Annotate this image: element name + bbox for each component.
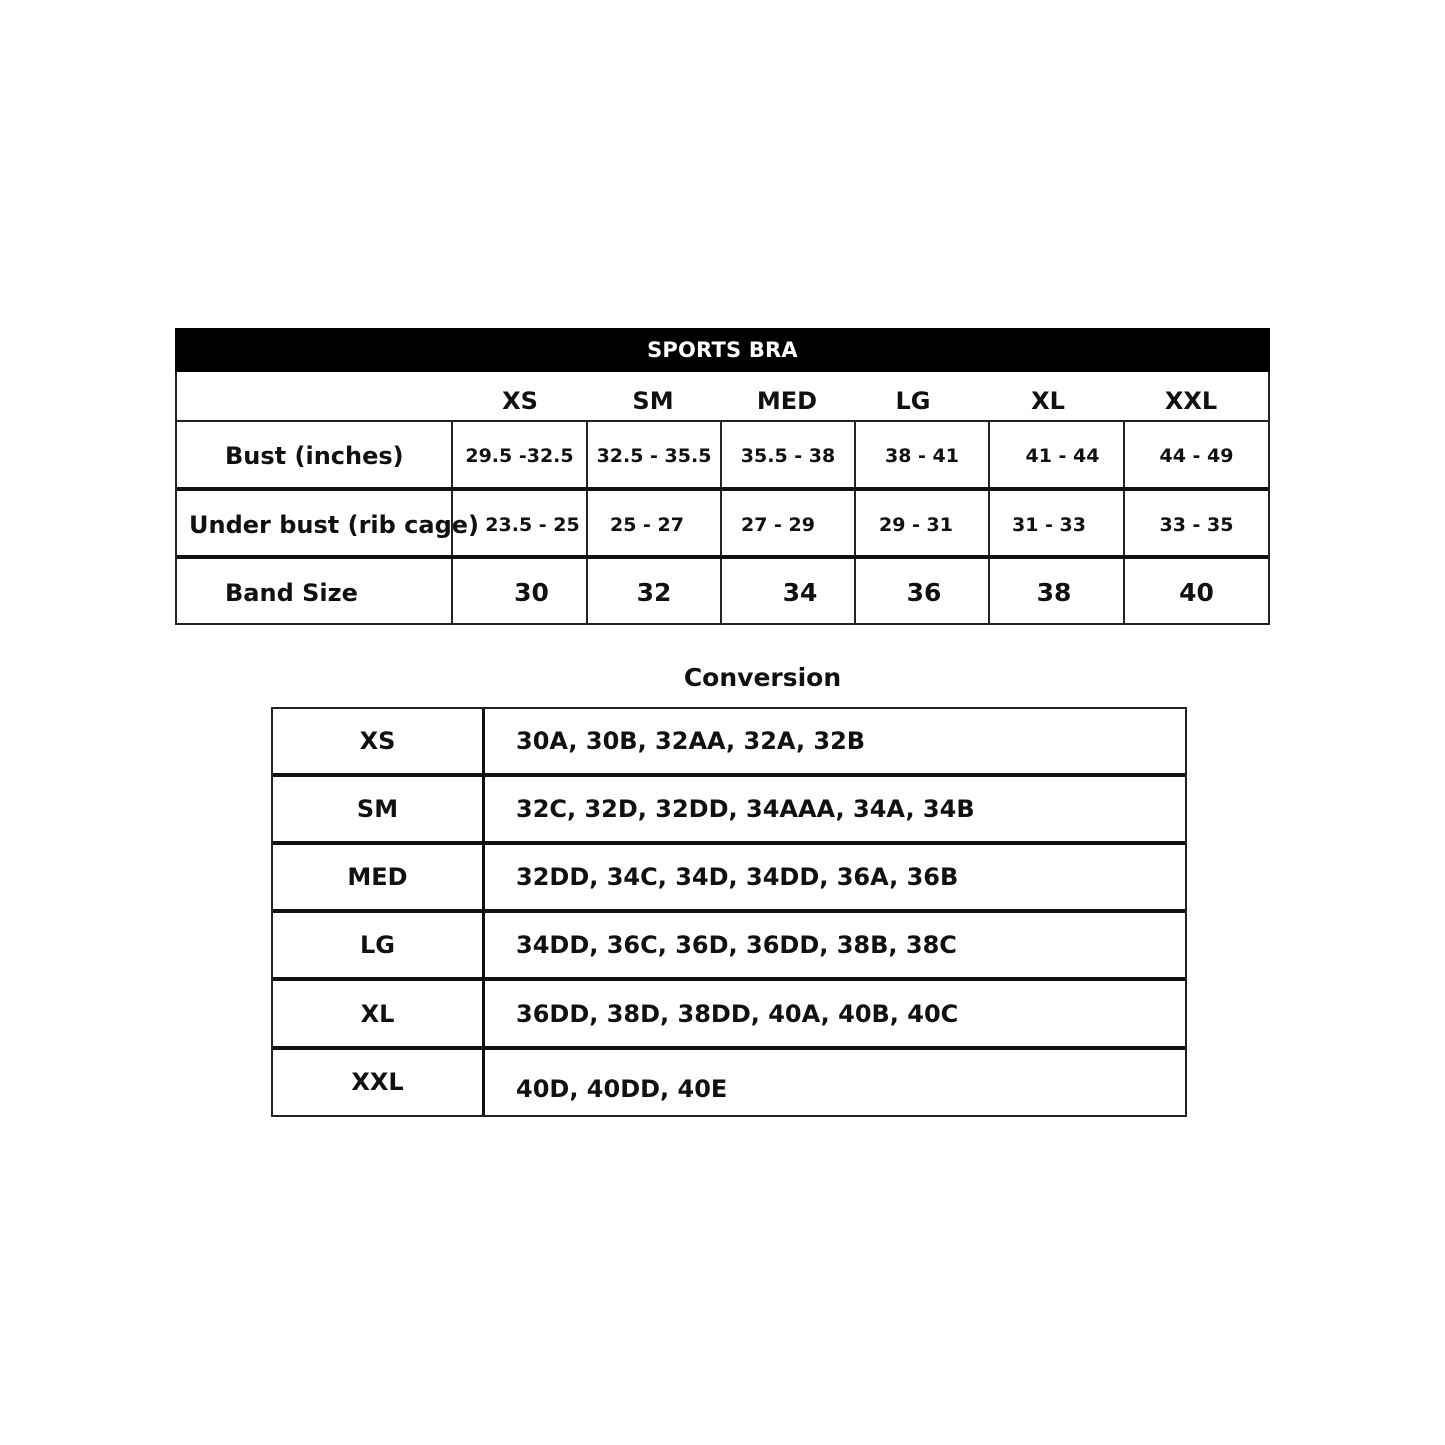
underbust-xl-cell: 31 - 33 bbox=[1012, 513, 1086, 536]
conversion-size: XXL bbox=[351, 1068, 404, 1096]
bust-sm-cell: 32.5 - 35.5 bbox=[596, 444, 712, 467]
conversion-size: XL bbox=[360, 999, 395, 1028]
size-header-lg: LG bbox=[895, 387, 931, 415]
underbust-sm-cell: 25 - 27 bbox=[610, 513, 684, 536]
conversion-values: 32DD, 34C, 34D, 34DD, 36A, 36B bbox=[516, 863, 959, 891]
table-row bbox=[273, 981, 1185, 1046]
bust-xxl-cell: 44 - 49 bbox=[1159, 444, 1234, 467]
conversion-values: 40D, 40DD, 40E bbox=[516, 1075, 728, 1103]
table-row bbox=[273, 1050, 1185, 1115]
conversion-values: 34DD, 36C, 36D, 36DD, 38B, 38C bbox=[516, 931, 957, 959]
table-row bbox=[273, 845, 1185, 909]
band-sm-cell: 32 bbox=[636, 578, 672, 607]
table-row-under-bust bbox=[177, 491, 1268, 558]
row-label: Under bust (rib cage) bbox=[189, 510, 480, 539]
size-header-med: MED bbox=[756, 387, 818, 415]
size-grid bbox=[175, 420, 1270, 625]
sports-bra-size-chart bbox=[175, 328, 1270, 625]
table-row bbox=[273, 709, 1185, 773]
size-header-xl: XL bbox=[1031, 387, 1065, 415]
band-xl-cell: 38 bbox=[1036, 578, 1072, 607]
band-xs-cell: 30 bbox=[514, 578, 549, 607]
underbust-lg-cell: 29 - 31 bbox=[879, 513, 953, 536]
band-xxl-cell: 40 bbox=[1179, 578, 1214, 607]
conversion-values: 36DD, 38D, 38DD, 40A, 40B, 40C bbox=[516, 999, 959, 1028]
bust-xl-cell: 41 - 44 bbox=[1025, 444, 1100, 467]
size-header-sm: SM bbox=[632, 387, 674, 415]
table-row-band-size bbox=[177, 559, 1268, 626]
bust-xs-cell: 29.5 -32.5 bbox=[465, 444, 574, 467]
conversion-values: 32C, 32D, 32DD, 34AAA, 34A, 34B bbox=[516, 795, 975, 823]
conversion-size: XS bbox=[359, 727, 396, 755]
conversion-size: LG bbox=[360, 931, 395, 959]
underbust-med-cell: 27 - 29 bbox=[741, 513, 815, 536]
band-lg-cell: 36 bbox=[906, 578, 942, 607]
size-header-xs: XS bbox=[502, 387, 538, 415]
chart-title: SPORTS BRA bbox=[175, 328, 1270, 372]
table-row bbox=[273, 777, 1185, 841]
row-label: Bust (inches) bbox=[225, 441, 404, 470]
size-header-xxl: XXL bbox=[1164, 387, 1218, 415]
table-row bbox=[273, 913, 1185, 977]
underbust-xxl-cell: 33 - 35 bbox=[1159, 513, 1234, 536]
bust-med-cell: 35.5 - 38 bbox=[740, 444, 836, 467]
bust-lg-cell: 38 - 41 bbox=[885, 444, 959, 467]
table-row-bust bbox=[177, 422, 1268, 489]
conversion-values: 30A, 30B, 32AA, 32A, 32B bbox=[516, 727, 866, 755]
underbust-xs-cell: 23.5 - 25 bbox=[485, 513, 580, 536]
conversion-size: MED bbox=[347, 863, 408, 891]
conversion-table bbox=[271, 707, 1187, 1117]
conversion-size: SM bbox=[356, 795, 399, 823]
band-med-cell: 34 bbox=[782, 578, 818, 607]
conversion-title: Conversion bbox=[683, 662, 842, 692]
row-label: Band Size bbox=[225, 578, 358, 607]
